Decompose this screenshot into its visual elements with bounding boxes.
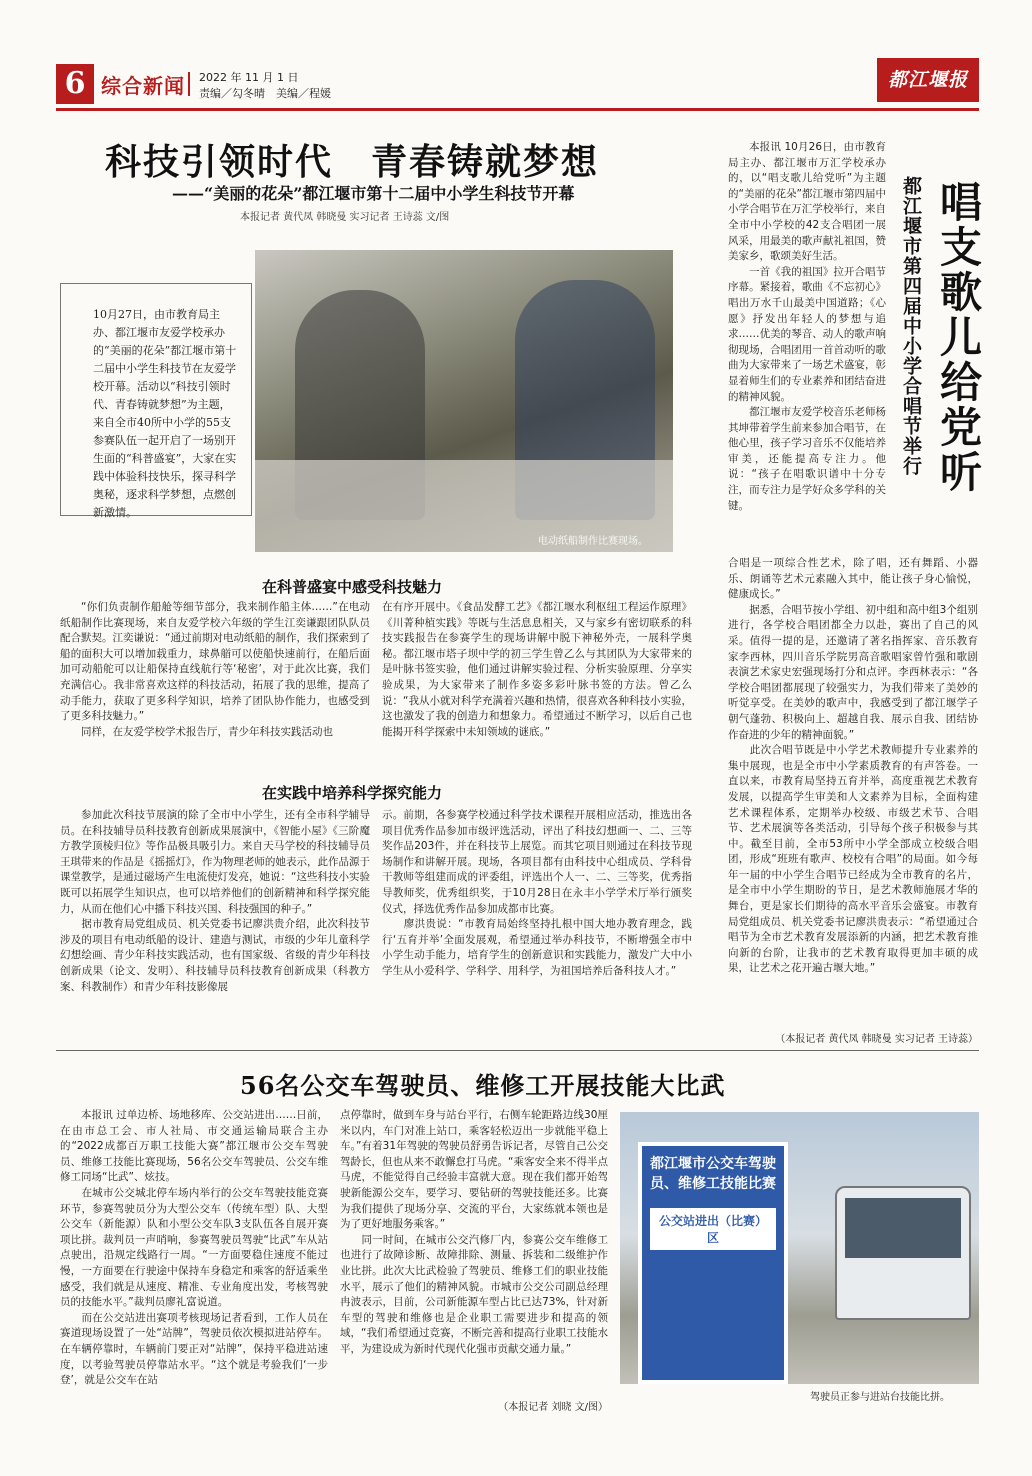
paragraph: 在有序开展中。《食品发酵工艺》《都江堰水利枢纽工程运作原理》《川菁种植实践》等既与生活息息相关，又与家乡有密切联系的科技实践报告在参赛学生的现场讲解中脱下神秘外壳，一展科学奥秘。都江堰市塔子坝中学的初三学生曾乙么与其团队为大家带来的是叶脉书签实验，他们通过讲解实验过程、分析实验原理、分享实验成果，为大家带来了制作多姿多彩叶脉书签的方法。曾乙么说：“我从小就对科学充满着兴趣和热情，很喜欢各种科技小实验，这也激发了我的创造力和想象力。希望通过不断学习，以后自己也能揭开科学探索中未知领域的谜底。” (382, 601, 692, 738)
article-byline: （本报记者 黄代凤 韩晓曼 实习记者 王诗蕊） (775, 1034, 978, 1045)
paragraph: 本报讯 10月26日，由市教育局主办、都江堰市万汇学校承办的，以“唱支歌儿给党听”为主题的“美丽的花朵”都江堰市第四届中小学合唱节在万汇学校举行，来自全市中小学校的42支合唱团一展风采，用最美的歌声献礼祖国，赞美家乡，歌颂美好生活。 一首《我的祖国》拉开合唱节序幕。紧接着，歌曲《不忘初心》唱出万水千山最美中国道路；《心愿》抒发出年轻人的梦想与追求……优美的琴音、动人的歌声响彻现场，合唱团用一首首动听的歌曲为大家带来了一场艺术盛宴，彰显着师生们的专业素养和团结奋进的精神风貌。 都江堰市友爱学校音乐老师杨其坤带着学生前来参加合唱节，在他心里，孩子学习音乐不仅能培养审美，还能提高专注力。他说：“孩子在唱歌识谱中十分专注，而专注力是学好众多学科的关键。 (728, 141, 886, 512)
article-headline: 科技引领时代 青春铸就梦想 (105, 141, 600, 183)
page-number: 6 (56, 64, 94, 104)
paragraph: 参加此次科技节展演的除了全市中小学生，还有全市科学辅导员。在科技辅导员科技教育创新成果展演中，《智能小屋》《三阶魔方教学顶棱归位》等作品极具吸引力。来自天马学校的科技辅导员王琪带来的作品是《摇摇灯》，作为物理老师的她表示，此作品源于课堂教学，是通过磁场产生电流使灯发亮，她说：“这些科技小实验既可以拓展学生知识点，也可以培养他们的创新精神和科学探究能力，从而在他们心中播下科技兴国、科技强国的种子。” 据市教育局党组成员、机关党委书记廖洪贵介绍，此次科技节涉及的项目有电动纸船的设计、建造与测试，市级的少年儿童科学幻想绘画、青少年科技实践活动，也有国家级、省级的青少年科技创新成果（论文、发明）、科技辅导员科技教育创新成果（科教方案、科教制作）和青少年科技影像展 (60, 809, 370, 993)
text-column (728, 556, 978, 1032)
article-byline: （本报记者 刘晓 文/图） (498, 1402, 608, 1413)
article-byline: 本报记者 黄代凤 韩晓曼 实习记者 王诗蕊 文/图 (240, 212, 450, 223)
competition-sign (638, 1142, 788, 1384)
photo-caption: 电动纸船制作比赛现场。 (538, 536, 648, 547)
section-heading: 在科普盛宴中感受科技魅力 (262, 578, 443, 596)
bus-window (845, 1198, 961, 1258)
text-column (340, 1108, 608, 1398)
lead-box (60, 283, 252, 519)
header-divider (188, 72, 190, 96)
issue-date: 2022 年 11 月 1 日 (199, 71, 299, 84)
header-rule (56, 108, 979, 111)
article-subheadline: ——“美丽的花朵”都江堰市第十二届中小学生科技节开幕 (172, 184, 575, 203)
section-title: 综合新闻 (101, 74, 185, 98)
photo-caption: 驾驶员正参与进站台技能比拼。 (810, 1392, 950, 1403)
text-column (60, 808, 370, 1040)
paragraph: “你们负责制作船舱等细节部分，我来制作船主体……”在电动纸船制作比赛现场，来自友爱学校六年级的学生江奕谦跟团队队员配合默契。江奕谦说：“通过前期对电动纸船的制作，我们探索到了船的面积大可以增加载重力，球鼻艏可以使船快速前行，在船后面加可动船舵可以让船保持直线航行等‘秘密’，对于此次比赛，我们充满信心。我非常喜欢这样的科技活动，拓展了我的思维，提高了动手能力，获取了更多科学知识，培养了团队协作能力，也感受到了更多科技魅力。” 同样，在友爱学校学术报告厅，青少年科技实践活动也 (60, 601, 370, 738)
paragraph: 点停靠时，做到车身与站台平行，右侧车轮距路边线30厘米以内，车门对准上站口，乘客轻松迈出一步就能平稳上车。”有着31年驾驶的驾驶员舒勇告诉记者，尽管自己公交驾龄长，但也从来不敢懈怠打马虎。“乘客安全来不得半点马虎，不能觉得自己经验丰富就大意。现在我们都开始驾驶新能源公交车，要学习、要钻研的驾驶技能还多。比赛为我们提供了现场分享、交流的平台，大家练就本领也是为了更好地服务乘客。” 同一时间，在城市公交汽修厂内，参赛公交车维修工也进行了故障诊断、故障排除、测量、拆装和二级维护作业比拼。此次大比武检验了驾驶员、维修工们的职业技能水平，展示了他们的精神风貌。市城市公交公司副总经理冉波表示，目前，公司新能源车型占比已达73%，针对新车型的驾驶和维修也是企业职工需要进步和提高的领域，“我们希望通过竞赛，不断完善和提高行业职工技能水平，为建设成为新时代现代化强市贡献交通力量。” (340, 1109, 608, 1355)
text-column (60, 600, 370, 770)
section-heading: 在实践中培养科学探究能力 (262, 784, 443, 802)
paragraph: 本报讯 过单边桥、场地移库、公交站进出……日前，在由市总工会、市人社局、市交通运输局联合主办的“2022成都百万职工技能大赛”都江堰市公交车驾驶员、维修工技能比赛现场，56名公交车驾驶员、公交车维修工同场“比武”、炫技。 在城市公交城北停车场内举行的公交车驾驶技能竞赛环节，参赛驾驶员分为大型公交车（传统车型）队、大型公交车（新能源）队和小型公交车队3支队伍各自展开赛项比拼。裁判员一声哨响，参赛驾驶员驾驶“比武”车从站点驶出，沿规定线路行一周。“一方面要稳住速度不能过慢，一方面要在行驶途中保持车身稳定和乘客的舒适乘坐感受，我们就是从速度、精准、专业角度出发，考核驾驶员的技能水平。”裁判员廖礼富说道。 而在公交站进出赛项考核现场记者看到，工作人员在赛道现场设置了一处“站牌”，驾驶员依次模拟进站停车。在车辆停靠时，车辆前门要正对“站牌”，保持平稳进站速度，以考验驾驶员停靠站水平。“这个就是考验我们‘一步登’，就是公交车在站 (60, 1109, 328, 1387)
sidebar-headline: 唱支歌儿给党听 (934, 180, 983, 495)
text-column (728, 140, 886, 556)
section-divider (56, 1050, 979, 1051)
text-column (60, 1108, 328, 1408)
paragraph: 示。前期，各参赛学校通过科学技术课程开展相应活动，推选出各项目优秀作品参加市级评选活动，评出了科技幻想画一、二、三等奖作品203件，并在科技节上展览。而其它项目则通过在科技节现场制作和讲解开展。现场，各项目都有由科技中心组成员、学科骨干教师等组建而成的评委组，评选出个人一、二、三等奖，优秀指导教师奖，优秀组织奖，于10月28日在永丰小学学术厅举行颁奖仪式，择选优秀作品参加成都市比赛。 廖洪贵说：“市教育局始终坚持扎根中国大地办教育理念，践行‘五育并举’全面发展观，希望通过举办科技节，不断增强全市中小学生动手能力，培育学生的创新意识和实践能力，激发广大中小学生从小爱科学、学科学、用科学，为祖国培养后备科技人才。” (382, 809, 692, 977)
bus-competition-photo (620, 1112, 979, 1384)
editor-credits: 责编／勾冬晴 美编／程媛 (199, 87, 331, 100)
sign-text: 都江堰市公交车驾驶员、维修工技能比赛 (650, 1156, 776, 1192)
sign-subtext: 公交站进出（比赛）区 (650, 1208, 776, 1250)
article-headline: 56名公交车驾驶员、维修工开展技能大比武 (240, 1071, 726, 1100)
masthead-logo: 都江堰报 (877, 58, 979, 102)
text-column (382, 600, 692, 770)
lead-text: 10月27日，由市教育局主办、都江堰市友爱学校承办的“美丽的花朵”都江堰市第十二届中小学生科技节在友爱学校开幕。活动以“科技引领时代、青春铸就梦想”为主题，来自全市40所中小学的55支参赛队伍一起开启了一场别开生面的“科普盛宴”，大家在实践中体验科技快乐，探寻科学奥秘，逐求科学梦想，点燃创新激情。 (93, 308, 237, 519)
paragraph: 合唱是一项综合性艺术，除了唱，还有舞蹈、小器乐、朗诵等艺术元素融入其中，能让孩子身心愉悦，健康成长。” 据悉，合唱节按小学组、初中组和高中组3个组别进行，各学校合唱团都全力以赴，赛出了自己的风采。值得一提的是，还邀请了著名指挥家、音乐教育家李西林，四川音乐学院男高音歌唱家曾竹强和歌剧表演艺术家史宏强现场打分和点评。李西林表示：“各学校合唱团都展现了较强实力，为我们带来了美妙的听觉享受。在美妙的歌声中，我感受到了都江堰学子朝气蓬勃、积极向上、超越自我、展示自我、团结协作奋进的少年的精神面貌。” 此次合唱节既是中小学艺术教师提升专业素养的集中展现，也是全市中小学素质教育的有声答卷。一直以来，市教育局坚持五育并举，高度重视艺术教育发展，以提高学生审美和人文素养为目标，全面构建艺术课程体系，定期举办校级、市级艺术节、合唱节、艺术展演等各类活动，引导每个孩子积极参与其中。截至目前，全市53所中小学全部成立校级合唱团，形成“班班有歌声、校校有合唱”的局面。如今每年一届的中小学生合唱节已经成为全市教育的名片，是全市中小学生期盼的节日，是艺术教师施展才华的舞台，更是家长们期待的高水平音乐会盛宴。市教育局党组成员、机关党委书记廖洪贵表示：“希望通过合唱节为全市艺术教育发展添新的内涵，把艺术教育推向新的台阶，让我市的艺术教育取得更加丰硕的成果，让艺术之花开遍古堰大地。” (728, 557, 978, 975)
text-column (382, 808, 692, 1040)
bus-image (835, 1186, 971, 1320)
science-fair-photo (255, 250, 673, 552)
sidebar-subheadline: 都江堰市第四届中小学合唱节举行 (900, 176, 922, 476)
